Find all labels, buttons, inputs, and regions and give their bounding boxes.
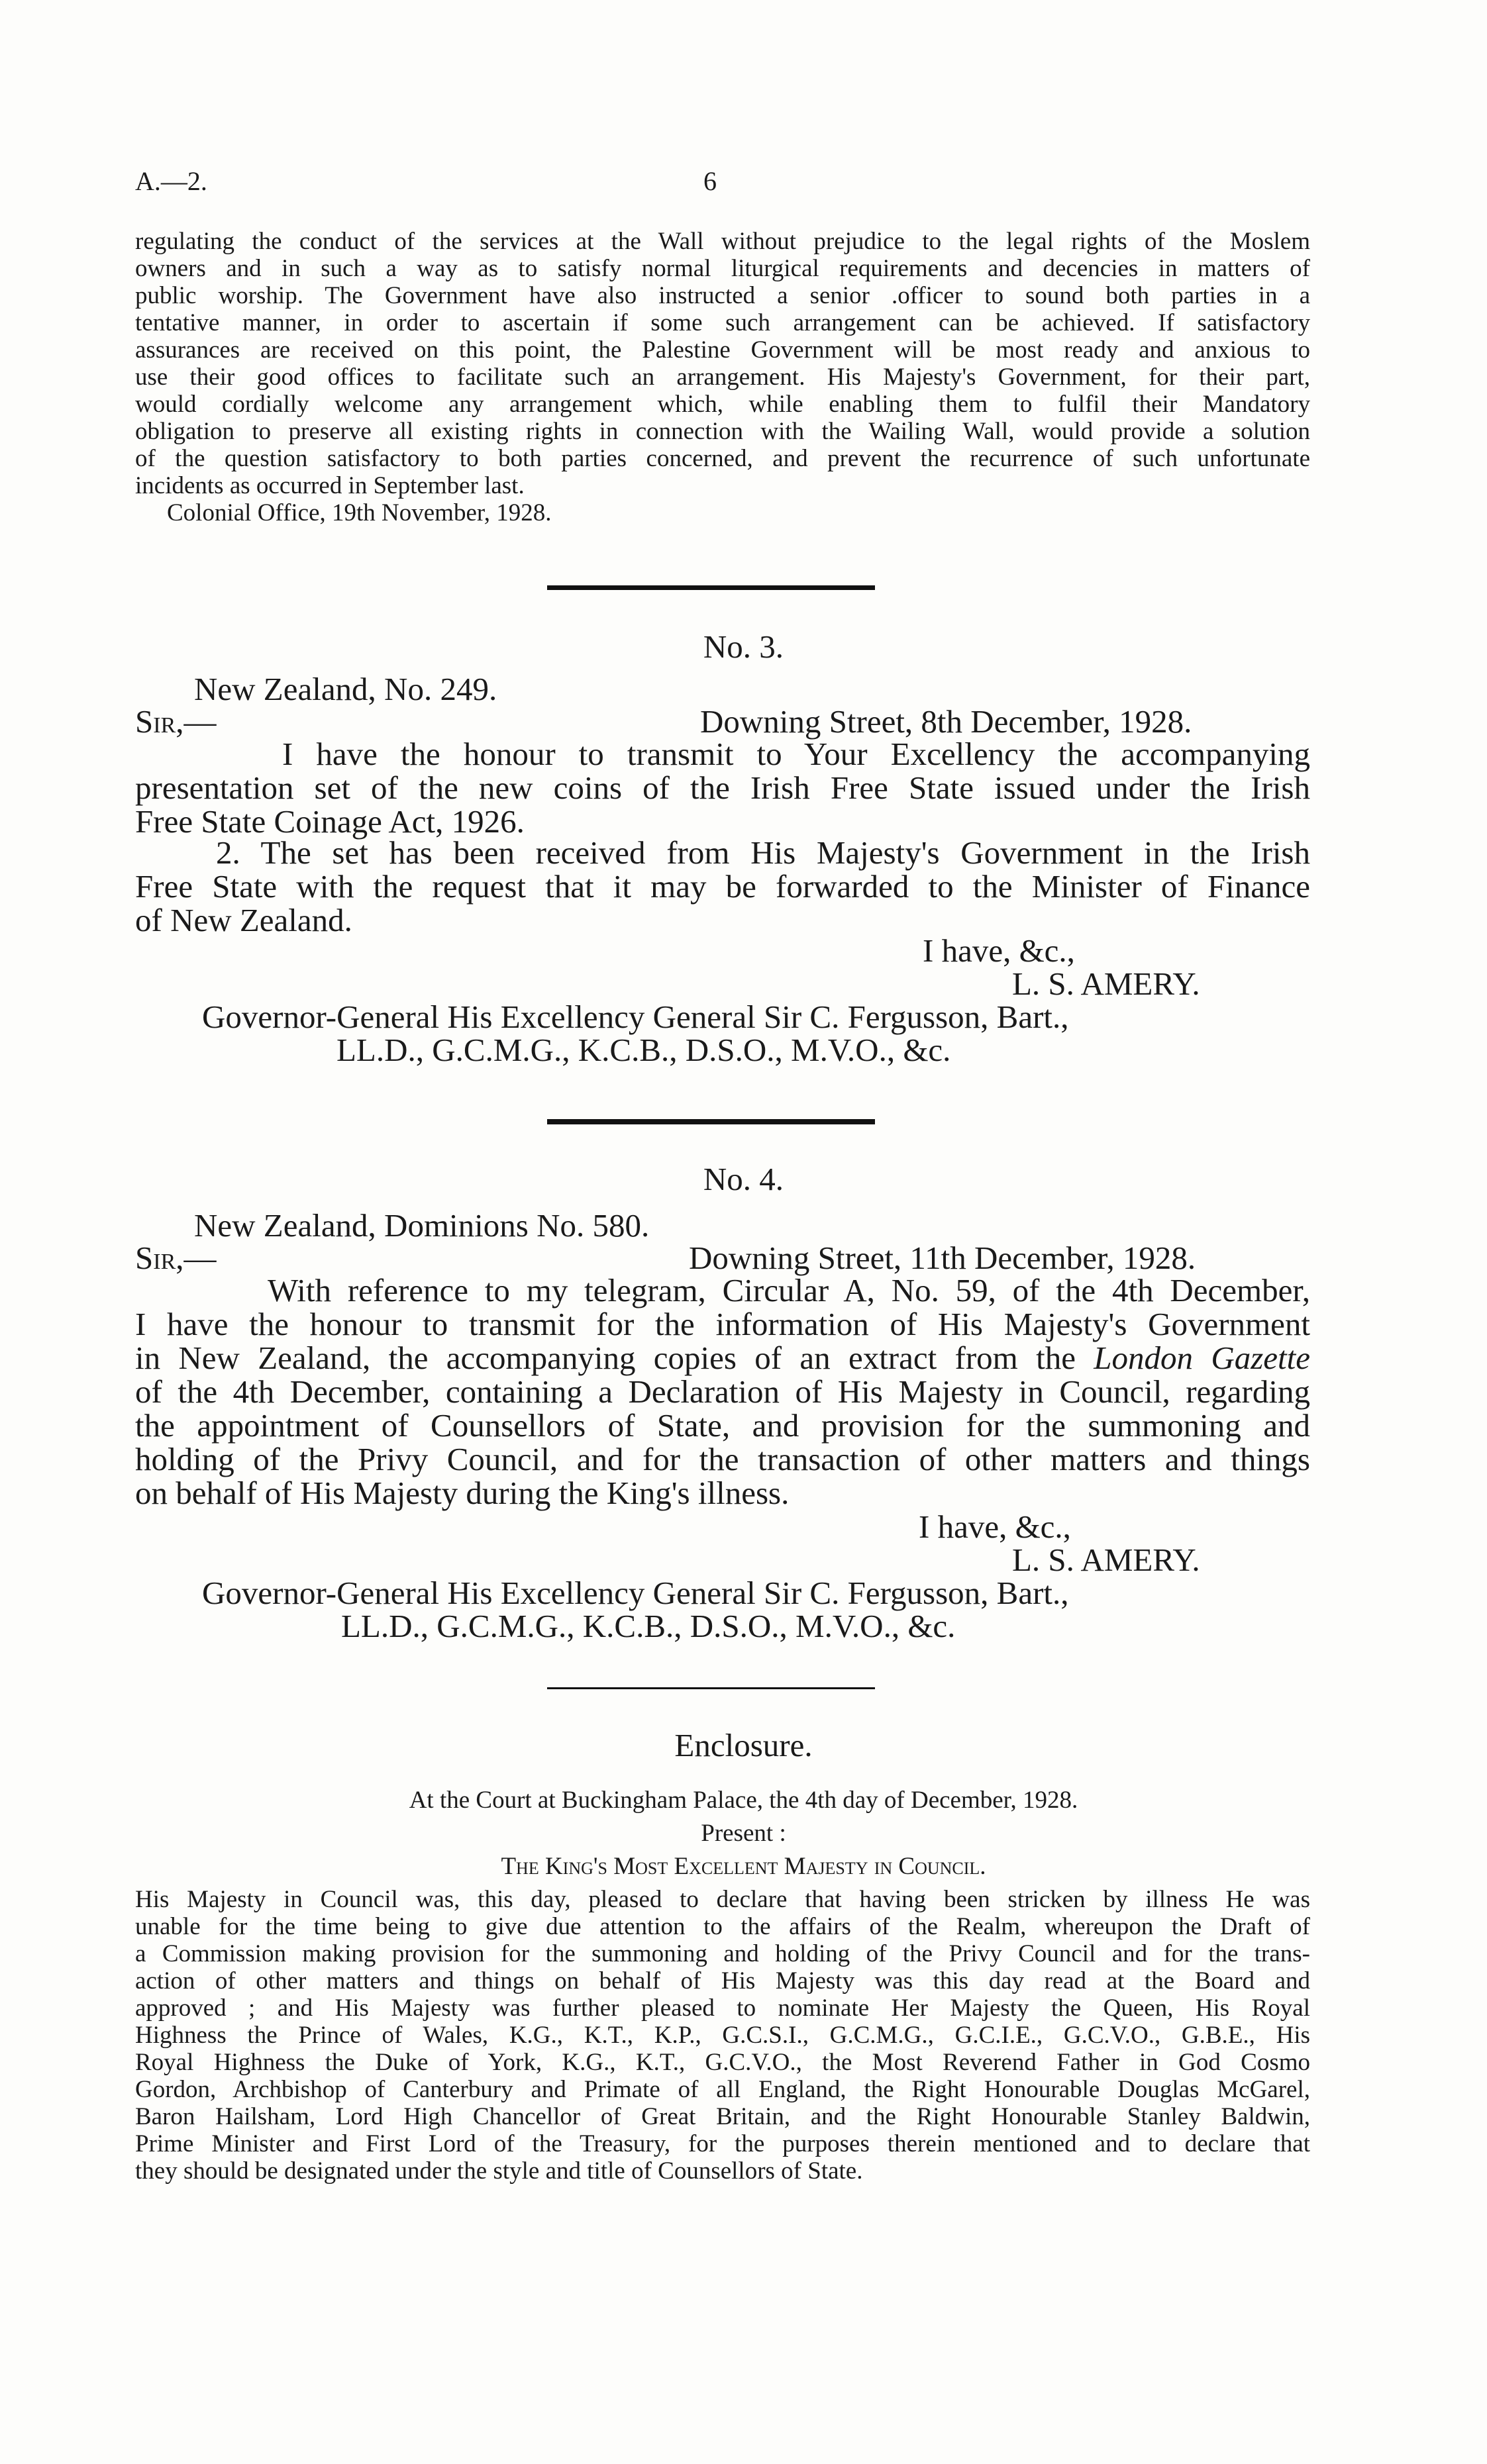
text-line: the appointment of Counsellors of State, and provision for the summoning and	[135, 1407, 1310, 1444]
section-divider	[547, 1119, 875, 1124]
text-line: Prime Minister and First Lord of the Treasury, for the purposes therein mentioned and to declare that	[135, 2130, 1310, 2157]
gazette-title: London Gazette	[1094, 1340, 1311, 1376]
continuation-paragraph	[135, 228, 1310, 499]
section-divider	[547, 585, 875, 590]
present-line: Present :	[701, 1820, 786, 1847]
sender-address: Downing Street, 11th December, 1928.	[689, 1240, 1196, 1276]
text-line: approved ; and His Majesty was further pleased to nominate Her Majesty the Queen, His Royal	[135, 1995, 1310, 2022]
text-line: I have the honour to transmit to Your Excellency the accompanying	[282, 736, 1310, 772]
text-line: 2. The set has been received from His Majesty's Government in the Irish	[216, 834, 1310, 871]
text-line: His Majesty in Council was, this day, pleased to declare that having been stricken by illness He was	[135, 1886, 1310, 1913]
enclosure-heading: Enclosure.	[674, 1727, 813, 1763]
letter-number-heading: No. 4.	[703, 1161, 784, 1197]
text-line: would cordially welcome any arrangement which, while enabling them to fulfil their Mandatory	[135, 391, 1310, 418]
text-line: of the question satisfactory to both parties concerned, and prevent the recurrence of such unfortunate	[135, 445, 1310, 472]
text-line: owners and in such a way as to satisfy normal liturgical requirements and decencies in matters of	[135, 255, 1310, 282]
page-number: 6	[703, 166, 717, 196]
text-line: a Commission making provision for the summoning and holding of the Privy Council and for the trans-	[135, 1940, 1310, 1967]
closing: I have, &c.,	[923, 932, 1075, 969]
text-line: With reference to my telegram, Circular A, No. 59, of the 4th December,	[268, 1272, 1310, 1308]
text-line: public worship. The Government have also instructed a senior .officer to sound both parties in a	[135, 282, 1310, 309]
signature: L. S. AMERY.	[1012, 965, 1200, 1002]
text-line: holding of the Privy Council, and for the transaction of other matters and things	[135, 1441, 1310, 1477]
addressee-line-2: LL.D., G.C.M.G., K.C.B., D.S.O., M.V.O., &c.	[336, 1032, 951, 1068]
text-line: assurances are received on this point, the Palestine Government will be most ready and anxious to	[135, 336, 1310, 364]
letter-reference: New Zealand, No. 249.	[194, 671, 497, 707]
signature: L. S. AMERY.	[1012, 1542, 1200, 1578]
addressee-line-2: LL.D., G.C.M.G., K.C.B., D.S.O., M.V.O., &c.	[341, 1608, 956, 1644]
paragraph-2	[135, 836, 1310, 937]
enclosure-paragraph	[135, 1886, 1310, 2185]
addressee-line-1: Governor-General His Excellency General Sir C. Fergusson, Bart.,	[202, 1575, 1069, 1611]
court-line: At the Court at Buckingham Palace, the 4th day of December, 1928.	[409, 1787, 1078, 1814]
text-line: action of other matters and things on behalf of His Majesty was this day read at the Board and	[135, 1967, 1310, 1995]
sender-address: Downing Street, 8th December, 1928.	[700, 703, 1192, 740]
closing: I have, &c.,	[919, 1508, 1071, 1545]
text-line: they should be designated under the style and title of Counsellors of State.	[135, 2157, 863, 2185]
text-line: Royal Highness the Duke of York, K.G., K.T., G.C.V.O., the Most Reverend Father in God Cosmo	[135, 2049, 1310, 2076]
text-line: I have the honour to transmit for the information of His Majesty's Government	[135, 1306, 1310, 1342]
text-line: Free State Coinage Act, 1926.	[135, 803, 525, 840]
text-line: use their good offices to facilitate such an arrangement. His Majesty's Government, for their part,	[135, 364, 1310, 391]
text-fragment: in New Zealand, the accompanying copies of an extract from the	[135, 1340, 1076, 1376]
text-line: Gordon, Archbishop of Canterbury and Primate of all England, the Right Honourable Douglas McGarel,	[135, 2076, 1310, 2103]
text-line: Highness the Prince of Wales, K.G., K.T., K.P., G.C.S.I., G.C.M.G., G.C.I.E., G.C.V.O., G.B.E., His	[135, 2022, 1310, 2049]
presence-line: The King's Most Excellent Majesty in Council.	[501, 1853, 986, 1880]
text-line: on behalf of His Majesty during the King's illness.	[135, 1475, 790, 1511]
text-line: of the 4th December, containing a Declaration of His Majesty in Council, regarding	[135, 1373, 1310, 1410]
addressee-line-1: Governor-General His Excellency General Sir C. Fergusson, Bart.,	[202, 999, 1069, 1035]
text-line: tentative manner, in order to ascertain if some such arrangement can be achieved. If satisfactory	[135, 309, 1310, 336]
letter-reference: New Zealand, Dominions No. 580.	[194, 1207, 650, 1244]
letter-body	[135, 1273, 1310, 1510]
letter-number-heading: No. 3.	[703, 628, 784, 665]
section-divider	[547, 1687, 875, 1689]
document-reference: A.—2.	[135, 166, 207, 196]
text-line: presentation set of the new coins of the Irish Free State issued under the Irish	[135, 769, 1310, 806]
dateline: Colonial Office, 19th November, 1928.	[167, 499, 552, 526]
text-line: Free State with the request that it may be forwarded to the Minister of Finance	[135, 868, 1310, 905]
text-line: incidents as occurred in September last.	[135, 472, 525, 499]
text-line: of New Zealand.	[135, 902, 352, 938]
paragraph-1	[135, 737, 1310, 838]
text-line: Baron Hailsham, Lord High Chancellor of Great Britain, and the Right Honourable Stanley Baldwin,	[135, 2103, 1310, 2130]
text-line	[135, 1341, 1310, 1375]
text-line: unable for the time being to give due attention to the affairs of the Realm, whereupon the Draft of	[135, 1913, 1310, 1940]
salutation: Sir,—	[135, 1240, 217, 1276]
text-line: regulating the conduct of the services at the Wall without prejudice to the legal rights of the Moslem	[135, 228, 1310, 255]
text-line: obligation to preserve all existing rights in connection with the Wailing Wall, would provide a solution	[135, 418, 1310, 445]
salutation: Sir,—	[135, 703, 217, 740]
